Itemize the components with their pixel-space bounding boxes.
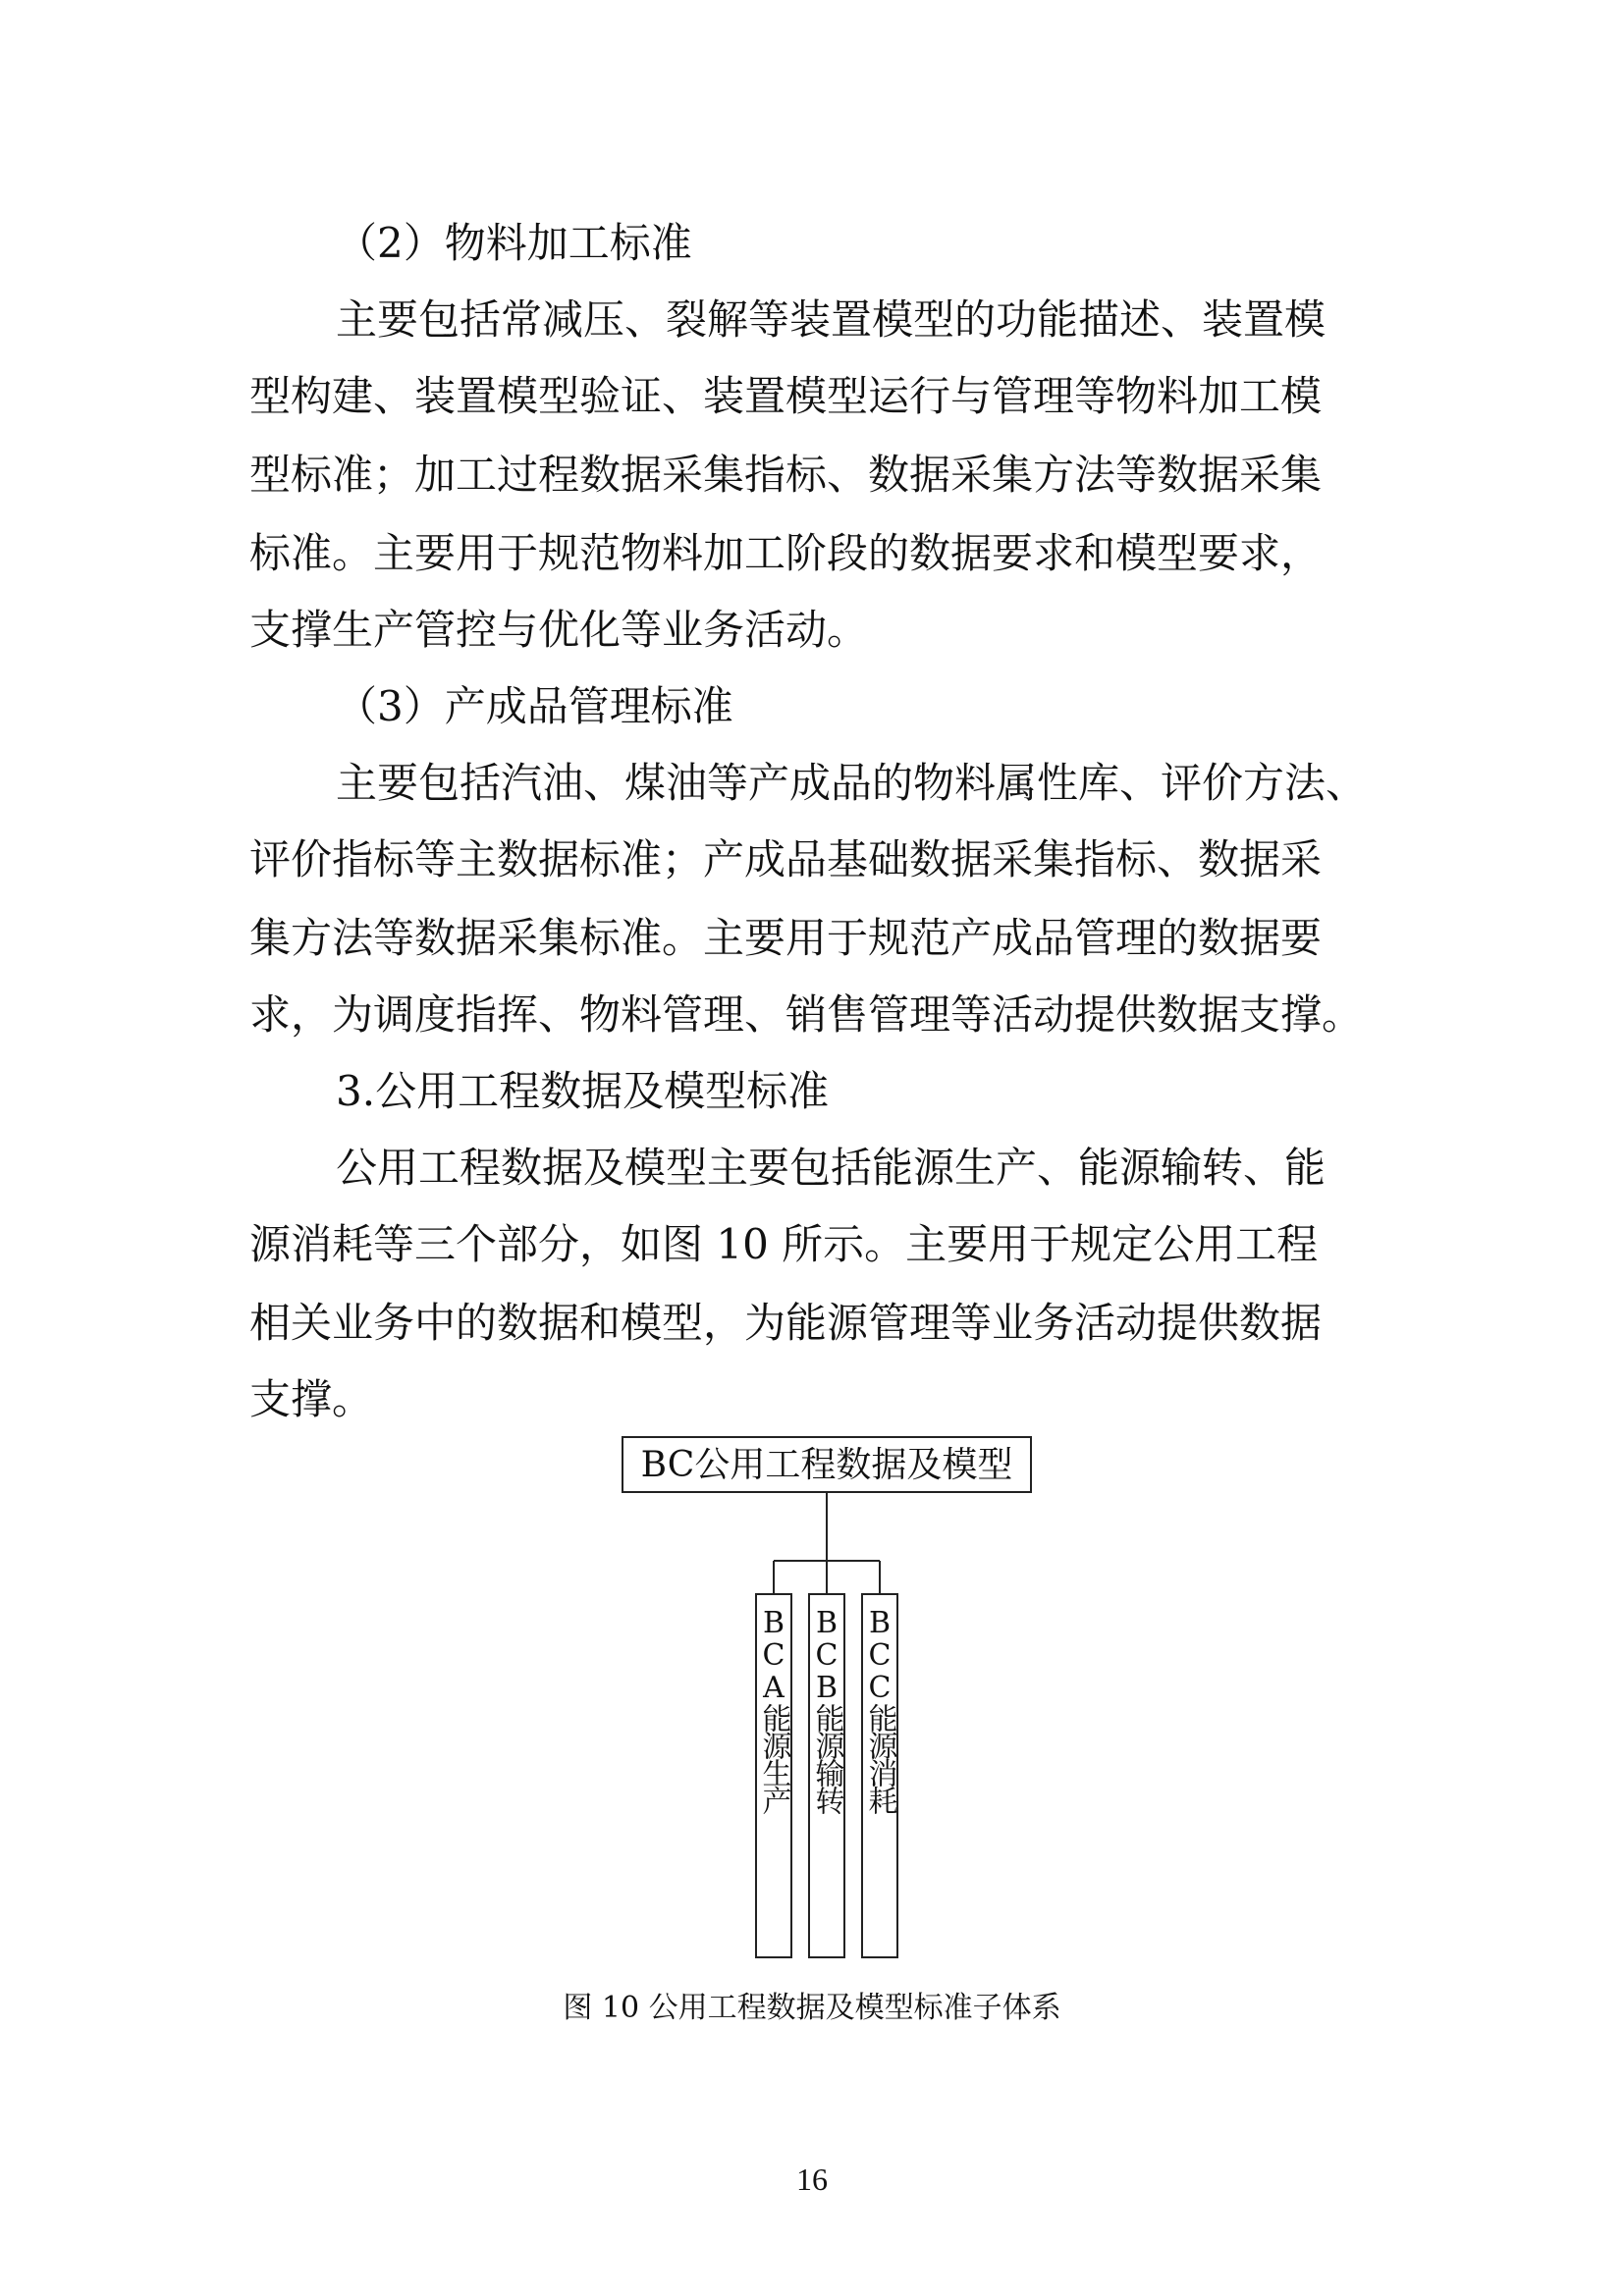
diagram-child-label-bcb: BCB能源输转 [809,1606,844,1813]
subheading-finished-products: （3）产成品管理标准 [336,682,733,730]
paragraph-line: 支撑。 [249,1375,374,1423]
diagram-child-label-bcc: BCC能源消耗 [862,1606,897,1813]
paragraph-line: 求，为调度指挥、物料管理、销售管理等活动提供数据支撑。 [249,990,1364,1039]
page-number: 16 [796,2162,828,2197]
subheading-material-processing: （2）物料加工标准 [336,219,692,267]
paragraph-line: 标准。主要用于规范物料加工阶段的数据要求和模型要求， [249,529,1323,577]
paragraph-line: 型标准；加工过程数据采集指标、数据采集方法等数据采集 [249,451,1323,499]
figure-caption: 图 10 公用工程数据及模型标准子体系 [563,1991,1061,2025]
paragraph-line: 主要包括汽油、煤油等产成品的物料属性库、评价方法、 [336,759,1368,807]
diagram-child-label-bca: BCA能源生产 [756,1606,791,1813]
paragraph-line: 评价指标等主数据标准；产成品基础数据采集指标、数据采 [249,835,1323,883]
paragraph-line: 支撑生产管控与优化等业务活动。 [249,606,869,654]
paragraph-line: 源消耗等三个部分，如图 10 所示。主要用于规定公用工程 [249,1220,1319,1268]
paragraph-line: 型构建、装置模型验证、装置模型运行与管理等物料加工模 [249,372,1323,420]
paragraph-line: 相关业务中的数据和模型，为能源管理等业务活动提供数据 [249,1299,1323,1347]
paragraph-line: 主要包括常减压、裂解等装置模型的功能描述、装置模 [336,295,1326,344]
section-heading-utilities: 3.公用工程数据及模型标准 [336,1067,830,1115]
paragraph-line: 集方法等数据采集标准。主要用于规范产成品管理的数据要 [249,914,1323,962]
diagram-root-label: BC公用工程数据及模型 [640,1445,1013,1485]
paragraph-line: 公用工程数据及模型主要包括能源生产、能源输转、能 [336,1144,1326,1192]
